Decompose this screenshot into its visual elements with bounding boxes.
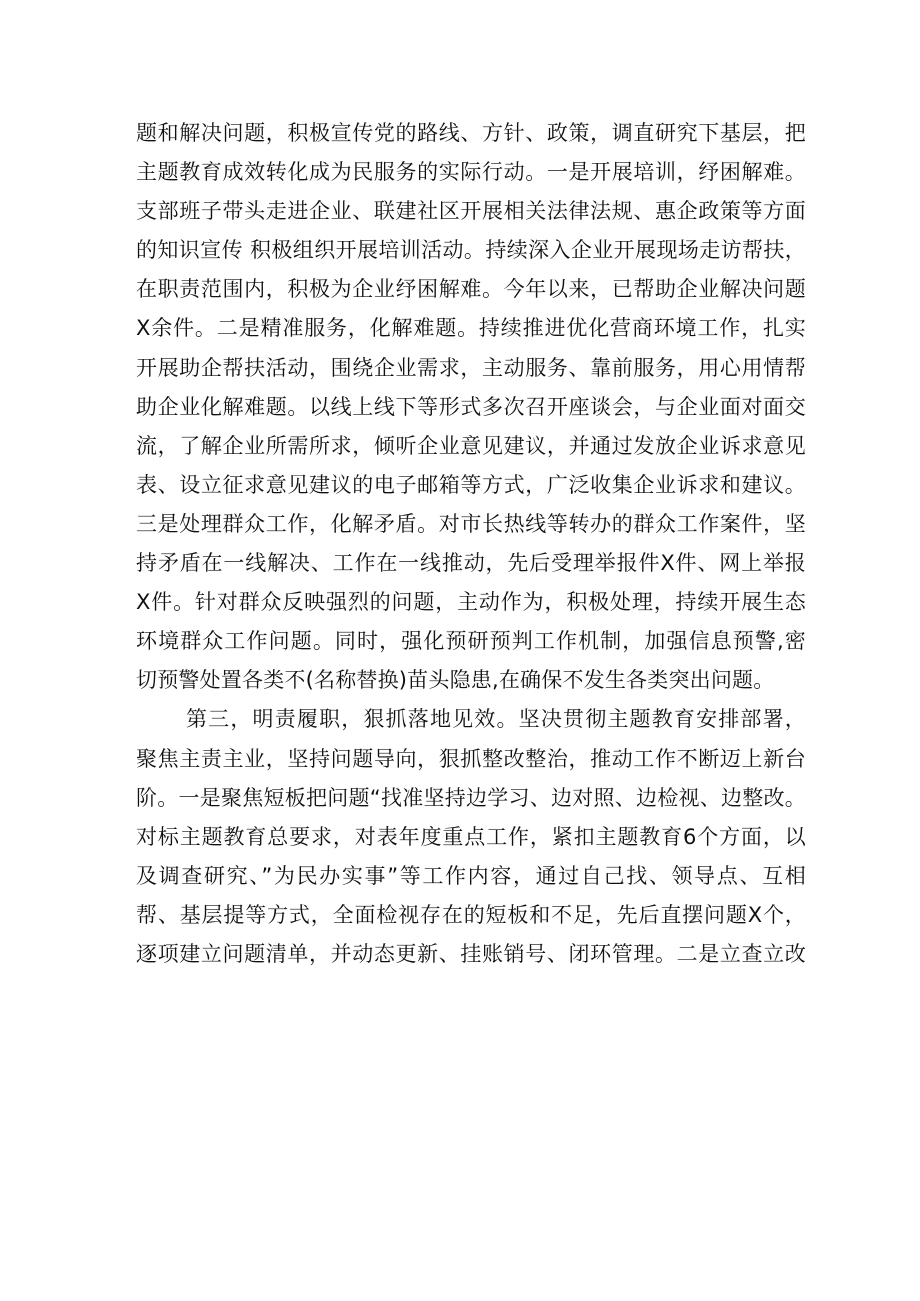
text-line: X余件。二是精准服务，化解难题。持续推进优化营商环境工作，扎实 (136, 316, 806, 341)
text-line: 主题教育成效转化成为民服务的实际行动。一是开展培训，纾困解难。 (136, 160, 806, 185)
text-line: 在职责范围内，积极为企业纾困解难。今年以来，已帮助企业解决问题 (136, 277, 806, 302)
text-line: 环境群众工作问题。同时，强化预研预判工作机制，加强信息预警,密 (136, 629, 806, 654)
text-line: 助企业化解难题。以线上线下等形式多次召开座谈会，与企业面对面交 (136, 394, 806, 419)
text-line: 开展助企帮扶活动，围绕企业需求，主动服务、靠前服务，用心用情帮 (136, 355, 806, 380)
text-line: 流，了解企业所需所求，倾听企业意见建议，并通过发放企业诉求意见 (136, 433, 806, 458)
text-line: 逐项建立问题清单，并动态更新、挂账销号、闭环管理。二是立查立改 (136, 941, 806, 966)
text-line: 的知识宣传 积极组织开展培训活动。持续深入企业开展现场走访帮扶， (136, 238, 806, 263)
text-line: 三是处理群众工作，化解矛盾。对市长热线等转办的群众工作案件，坚 (136, 511, 806, 536)
text-line: 切预警处置各类不(名称替换)苗头隐患,在确保不发生各类突出问题。 (136, 668, 775, 693)
text-line: X件。针对群众反映强烈的问题，主动作为，积极处理，持续开展生态 (136, 590, 806, 615)
text-line: 持矛盾在一线解决、工作在一线推动，先后受理举报件X件、网上举报 (136, 551, 806, 576)
text-line: 及调查研究、”为民办实事”等工作内容，通过自己找、领导点、互相 (136, 863, 806, 888)
text-line: 帮、基层提等方式，全面检视存在的短板和不足，先后直摆问题X个， (136, 902, 806, 927)
text-line: 对标主题教育总要求，对表年度重点工作，紧扣主题教育6个方面，以 (136, 824, 806, 849)
text-line: 表、设立征求意见建议的电子邮箱等方式，广泛收集企业诉求和建议。 (136, 472, 806, 497)
body-text (136, 114, 806, 974)
paragraph-start-line: 第三，明责履职，狠抓落地见效。坚决贯彻主题教育安排部署， (186, 707, 806, 732)
text-line: 聚焦主责主业，坚持问题导向，狠抓整改整治，推动工作不断迈上新台 (136, 746, 806, 771)
text-line: 阶。一是聚焦短板把问题“找准坚持边学习、边对照、边检视、边整改。 (136, 785, 806, 810)
text-line: 题和解决问题，积极宣传党的路线、方针、政策，调直研究下基层，把 (136, 121, 806, 145)
text-line: 支部班子带头走进企业、联建社区开展相关法律法规、惠企政策等方面 (136, 199, 806, 224)
